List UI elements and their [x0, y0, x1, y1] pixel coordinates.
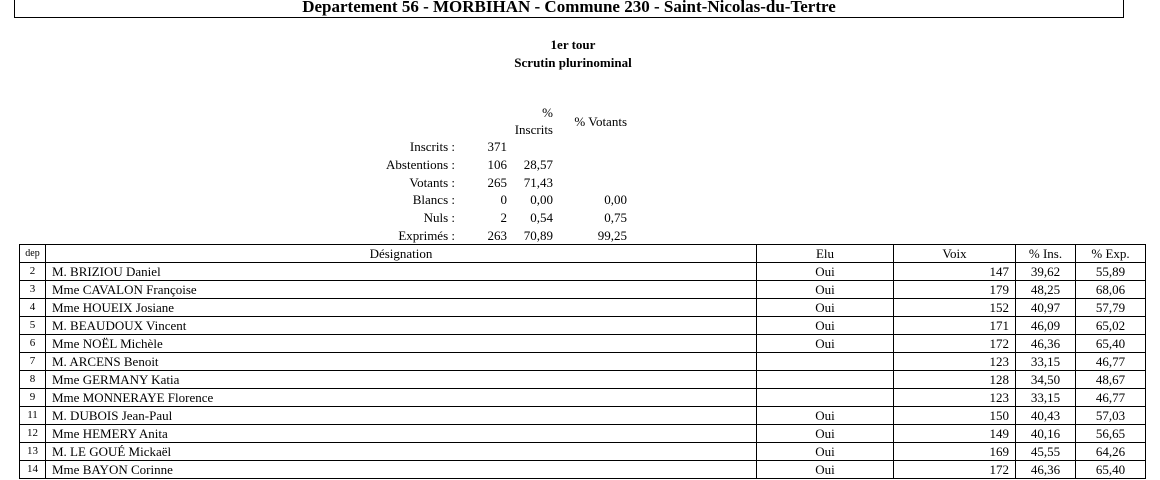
candidate-elu: Oui [757, 317, 894, 335]
candidate-name: Mme CAVALON Françoise [46, 281, 757, 299]
candidate-name: Mme GERMANY Katia [46, 371, 757, 389]
col-designation: Désignation [46, 245, 757, 263]
candidate-pct-exp: 65,40 [1076, 335, 1146, 353]
stats-pct-votants [553, 156, 627, 174]
candidate-pct-ins: 34,50 [1016, 371, 1076, 389]
col-pct-exp: % Exp. [1076, 245, 1146, 263]
candidate-pct-ins: 40,16 [1016, 425, 1076, 443]
table-row [20, 317, 1146, 335]
candidate-pct-exp: 64,26 [1076, 443, 1146, 461]
candidate-elu: Oui [757, 461, 894, 479]
stats-pct-inscrits: 0,00 [530, 192, 553, 208]
candidate-name: Mme NOËL Michèle [46, 335, 757, 353]
candidate-voix: 150 [894, 407, 1016, 425]
candidate-name: M. BRIZIOU Daniel [46, 263, 757, 281]
stats-count: 106 [487, 157, 507, 173]
col-pct-votants: % Votants [574, 113, 627, 129]
candidate-dep: 7 [20, 353, 46, 371]
candidate-pct-exp: 57,03 [1076, 407, 1146, 425]
candidate-pct-ins: 33,15 [1016, 389, 1076, 407]
stats-count: 0 [500, 192, 507, 208]
table-row [20, 461, 1146, 479]
candidate-name: Mme HOUEIX Josiane [46, 299, 757, 317]
candidate-elu: Oui [757, 443, 894, 461]
voting-mode-label: Scrutin plurinominal [514, 55, 632, 70]
stats-pct-inscrits: 28,57 [523, 157, 553, 173]
stats-pct-inscrits: 71,43 [523, 174, 553, 190]
stats-pct-inscrits [507, 138, 553, 156]
page-header [14, 0, 1124, 18]
candidate-dep: 8 [20, 371, 46, 389]
candidate-dep: 14 [20, 461, 46, 479]
candidate-elu: Oui [757, 425, 894, 443]
candidate-dep: 12 [20, 425, 46, 443]
table-row [20, 263, 1146, 281]
candidate-pct-exp: 55,89 [1076, 263, 1146, 281]
candidate-pct-ins: 40,43 [1016, 407, 1076, 425]
candidate-pct-exp: 65,02 [1076, 317, 1146, 335]
candidate-pct-ins: 46,36 [1016, 335, 1076, 353]
candidate-elu: Oui [757, 407, 894, 425]
candidate-pct-ins: 33,15 [1016, 353, 1076, 371]
candidate-pct-ins: 45,55 [1016, 443, 1076, 461]
candidate-dep: 11 [20, 407, 46, 425]
candidate-pct-ins: 46,36 [1016, 461, 1076, 479]
candidate-elu: Oui [757, 281, 894, 299]
table-row [20, 443, 1146, 461]
candidate-name: M. LE GOUÉ Mickaël [46, 443, 757, 461]
candidate-voix: 123 [894, 389, 1016, 407]
candidate-elu [757, 353, 894, 371]
candidate-dep: 13 [20, 443, 46, 461]
candidate-voix: 147 [894, 263, 1016, 281]
table-row [20, 425, 1146, 443]
candidate-elu: Oui [757, 299, 894, 317]
candidate-voix: 169 [894, 443, 1016, 461]
stats-pct-inscrits: 70,89 [523, 227, 553, 243]
candidate-name: Mme HEMERY Anita [46, 425, 757, 443]
col-pct-ins: % Ins. [1016, 245, 1076, 263]
candidates-results-table [19, 244, 1146, 479]
participation-stats-table [360, 104, 627, 244]
candidate-pct-exp: 46,77 [1076, 389, 1146, 407]
candidate-pct-ins: 40,97 [1016, 299, 1076, 317]
candidate-pct-exp: 57,79 [1076, 299, 1146, 317]
candidate-dep: 3 [20, 281, 46, 299]
stats-count: 2 [500, 210, 507, 226]
candidate-elu [757, 389, 894, 407]
candidate-voix: 152 [894, 299, 1016, 317]
stats-pct-inscrits: 0,54 [530, 210, 553, 226]
candidate-dep: 5 [20, 317, 46, 335]
candidate-voix: 172 [894, 335, 1016, 353]
col-dep: dep [20, 245, 46, 263]
candidate-elu [757, 371, 894, 389]
table-row [20, 407, 1146, 425]
candidate-pct-exp: 48,67 [1076, 371, 1146, 389]
stats-pct-votants [553, 138, 627, 156]
candidate-voix: 171 [894, 317, 1016, 335]
stats-label: Exprimés : [398, 227, 455, 243]
candidate-pct-exp: 46,77 [1076, 353, 1146, 371]
candidate-voix: 172 [894, 461, 1016, 479]
stats-label: Abstentions : [386, 157, 455, 173]
candidate-dep: 9 [20, 389, 46, 407]
table-row [20, 389, 1146, 407]
candidate-name: Mme MONNERAYE Florence [46, 389, 757, 407]
stats-pct-votants: 99,25 [597, 227, 627, 243]
stats-row [360, 209, 627, 227]
results-header-row [20, 245, 1146, 263]
table-row [20, 371, 1146, 389]
candidate-dep: 4 [20, 299, 46, 317]
candidate-pct-exp: 65,40 [1076, 461, 1146, 479]
candidate-elu: Oui [757, 335, 894, 353]
table-row [20, 353, 1146, 371]
stats-label: Nuls : [423, 210, 455, 226]
stats-row [360, 191, 627, 209]
col-elu: Elu [757, 245, 894, 263]
stats-pct-votants: 0,00 [604, 192, 627, 208]
round-label: 1er tour [550, 37, 596, 52]
candidate-voix: 179 [894, 281, 1016, 299]
table-row [20, 281, 1146, 299]
col-voix: Voix [894, 245, 1016, 263]
candidate-pct-ins: 48,25 [1016, 281, 1076, 299]
stats-count: 371 [487, 139, 507, 155]
candidate-dep: 6 [20, 335, 46, 353]
stats-row [360, 138, 627, 156]
stats-count: 265 [487, 174, 507, 190]
stats-row [360, 226, 627, 244]
candidate-pct-ins: 39,62 [1016, 263, 1076, 281]
stats-row [360, 173, 627, 191]
stats-label: Votants : [409, 174, 455, 190]
candidate-pct-ins: 46,09 [1016, 317, 1076, 335]
candidate-pct-exp: 68,06 [1076, 281, 1146, 299]
candidate-elu: Oui [757, 263, 894, 281]
candidate-name: Mme BAYON Corinne [46, 461, 757, 479]
page-title: Departement 56 - MORBIHAN - Commune 230 - Saint-Nicolas-du-Tertre [302, 0, 836, 16]
stats-pct-votants: 0,75 [604, 210, 627, 226]
candidate-voix: 149 [894, 425, 1016, 443]
candidate-name: M. ARCENS Benoit [46, 353, 757, 371]
candidate-name: M. DUBOIS Jean-Paul [46, 407, 757, 425]
candidate-name: M. BEAUDOUX Vincent [46, 317, 757, 335]
stats-count: 263 [487, 227, 507, 243]
stats-label: Inscrits : [409, 139, 455, 155]
candidate-pct-exp: 56,65 [1076, 425, 1146, 443]
table-row [20, 299, 1146, 317]
stats-header-row [360, 104, 627, 138]
table-row [20, 335, 1146, 353]
stats-row [360, 156, 627, 174]
candidate-voix: 128 [894, 371, 1016, 389]
col-pct-inscrits: % Inscrits [514, 105, 553, 137]
stats-pct-votants [553, 173, 627, 191]
stats-label: Blancs : [412, 192, 455, 208]
candidate-voix: 123 [894, 353, 1016, 371]
candidate-dep: 2 [20, 263, 46, 281]
